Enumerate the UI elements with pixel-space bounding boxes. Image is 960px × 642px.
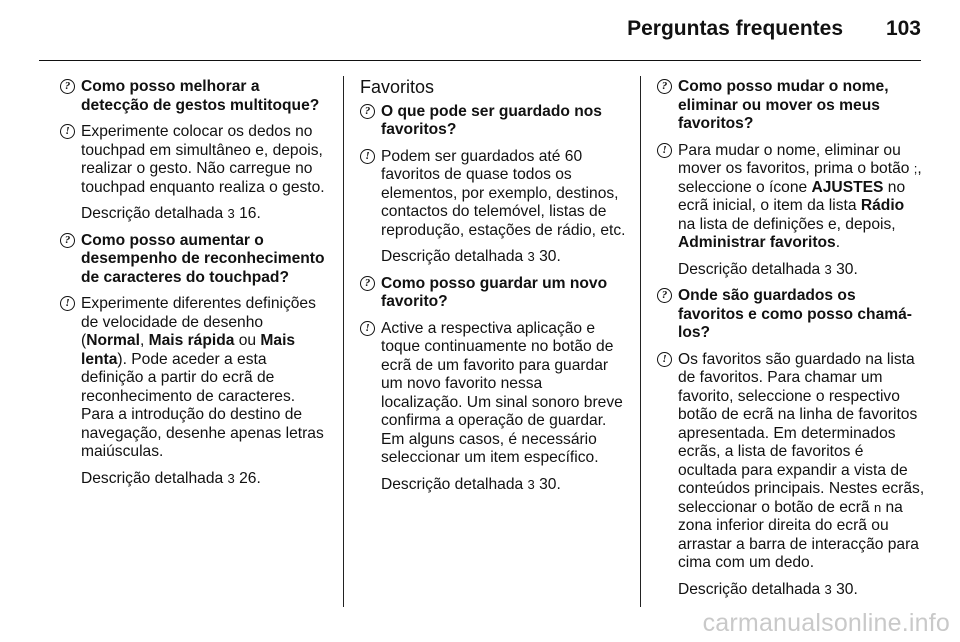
reference-text: Descrição detalhada [81, 469, 224, 487]
question-icon: ? [60, 79, 75, 94]
answer-icon: ! [360, 321, 375, 336]
answer-text: Active a respectiva aplicação e toque continuamente no botão de ecrã de um favorito para guardar um novo favorito nessa localização. Um sinal sonoro breve confirma a operação de guardar. Em alguns casos, é necessário seleccionar um item específico. [381, 319, 623, 466]
answer-icon: ! [360, 149, 375, 164]
page-title: Perguntas frequentes [627, 17, 843, 40]
reference-text: Descrição detalhada [81, 205, 224, 222]
page-reference-icon: 3 [227, 470, 235, 486]
reference-page: 30. [539, 248, 561, 265]
column-3 [657, 78, 925, 607]
answer-text: Experimente colocar os dedos no touchpad em simultâneo e, depois, realizar o gesto. Não carregue no touchpad enquanto realiza o gesto. [81, 123, 325, 196]
option-normal: Normal [86, 332, 140, 349]
question-icon: ? [360, 104, 375, 119]
question-icon: ? [657, 288, 672, 303]
reference [60, 205, 328, 224]
page-reference-icon: 3 [824, 261, 832, 277]
faq-answer [360, 320, 628, 468]
faq-answer [360, 148, 628, 241]
reference [360, 248, 628, 267]
answer-text: na zona inferior direita do ecrã ou arrastar a barra de interacção para cima com um dedo. [678, 498, 919, 571]
faq-question [657, 78, 925, 134]
faq-question [60, 78, 328, 115]
faq-question [360, 275, 628, 312]
reference-text: Descrição detalhada [678, 580, 821, 598]
page-number: 103 [885, 17, 921, 40]
header-divider [39, 60, 921, 61]
page-reference-icon: 3 [527, 476, 535, 492]
reference-page: 26. [239, 469, 261, 487]
question-icon: ? [60, 233, 75, 248]
question-text: O que pode ser guardado nos favoritos? [381, 102, 602, 138]
reference-page: 30. [836, 260, 858, 278]
option-mais-lenta: Mais lenta [81, 332, 296, 368]
column-divider-left [343, 76, 344, 607]
watermark: carmanualsonline.info [702, 609, 950, 637]
reference-page: 16. [239, 205, 261, 222]
question-text: Como posso aumentar o desempenho de reconhecimento de caracteres do touchpad? [81, 231, 325, 286]
answer-text: no ecrã inicial, o item da lista [678, 178, 906, 214]
question-text: Como posso guardar um novo favorito? [381, 274, 608, 310]
section-title: Favoritos [360, 77, 435, 97]
answer-text: Os favoritos são guardado na lista de favoritos. Para chamar um favorito, seleccione o respectivo botão de ecrã na linha de favoritos apresentada. Em determinados ecrãs, a lista de favoritos é ocultada para expandir a vista de conteúdos principais. Nestes ecrãs, seleccionar o botão de ecrã [678, 350, 925, 516]
faq-answer [60, 123, 328, 197]
answer-text: , seleccione o ícone [678, 160, 922, 196]
answer-icon: ! [657, 143, 672, 158]
chevron-up-icon: n [873, 499, 882, 515]
column-2 [360, 78, 628, 502]
ajustes-label: AJUSTES [811, 178, 884, 196]
faq-answer [657, 351, 925, 573]
answer-icon: ! [60, 296, 75, 311]
column-divider-right [640, 76, 641, 607]
answer-text: ). Pode aceder a esta definição a partir do ecrã de reconhecimento de caracteres. Para a introdução do destino de navegação, desenhe apenas letras maiúsculas. [81, 350, 324, 460]
question-text: Como posso mudar o nome, eliminar ou mover os meus favoritos? [678, 78, 889, 132]
answer-text: . [835, 234, 841, 251]
answer-text: Podem ser guardados até 60 favoritos de quase todos os elementos, por exemplo, destinos, contactos do telemóvel, listas de reprodução, estações de rádio, etc. [381, 147, 626, 239]
answer-icon: ! [657, 352, 672, 367]
reference-text: Descrição detalhada [381, 248, 524, 265]
reference-page: 30. [539, 475, 561, 493]
reference-page: 30. [836, 580, 858, 598]
faq-question [60, 232, 328, 288]
column-1 [60, 78, 328, 496]
answer-text: Para mudar o nome, eliminar ou mover os favoritos, prima o botão [678, 141, 914, 177]
answer-text: , [139, 332, 149, 349]
faq-answer [60, 295, 328, 462]
faq-question [657, 287, 925, 343]
radio-label: Rádio [860, 197, 905, 214]
reference [360, 476, 628, 495]
question-text: Onde são guardados os favoritos e como posso chamá-los? [678, 287, 912, 341]
question-icon: ? [360, 276, 375, 291]
page-reference-icon: 3 [824, 581, 832, 597]
question-text: Como posso melhorar a detecção de gestos multitoque? [81, 78, 320, 114]
question-icon: ? [657, 79, 672, 94]
reference [60, 470, 328, 489]
answer-text: na lista de definições e, depois, [678, 215, 896, 233]
faq-question [360, 103, 628, 140]
home-button-icon: ; [913, 161, 918, 176]
page-reference-icon: 3 [527, 249, 535, 264]
option-mais-rapida: Mais rápida [148, 332, 235, 349]
faq-answer [657, 142, 925, 253]
reference-text: Descrição detalhada [678, 260, 821, 278]
answer-text: Experimente diferentes definições de velocidade de desenho ( [81, 295, 316, 349]
page-reference-icon: 3 [227, 206, 235, 221]
administrar-favoritos-label: Administrar favoritos [678, 234, 836, 251]
reference [657, 261, 925, 280]
answer-icon: ! [60, 124, 75, 139]
reference-text: Descrição detalhada [381, 475, 524, 493]
answer-text: ou [234, 332, 261, 349]
reference [657, 581, 925, 600]
page-header [0, 0, 960, 62]
